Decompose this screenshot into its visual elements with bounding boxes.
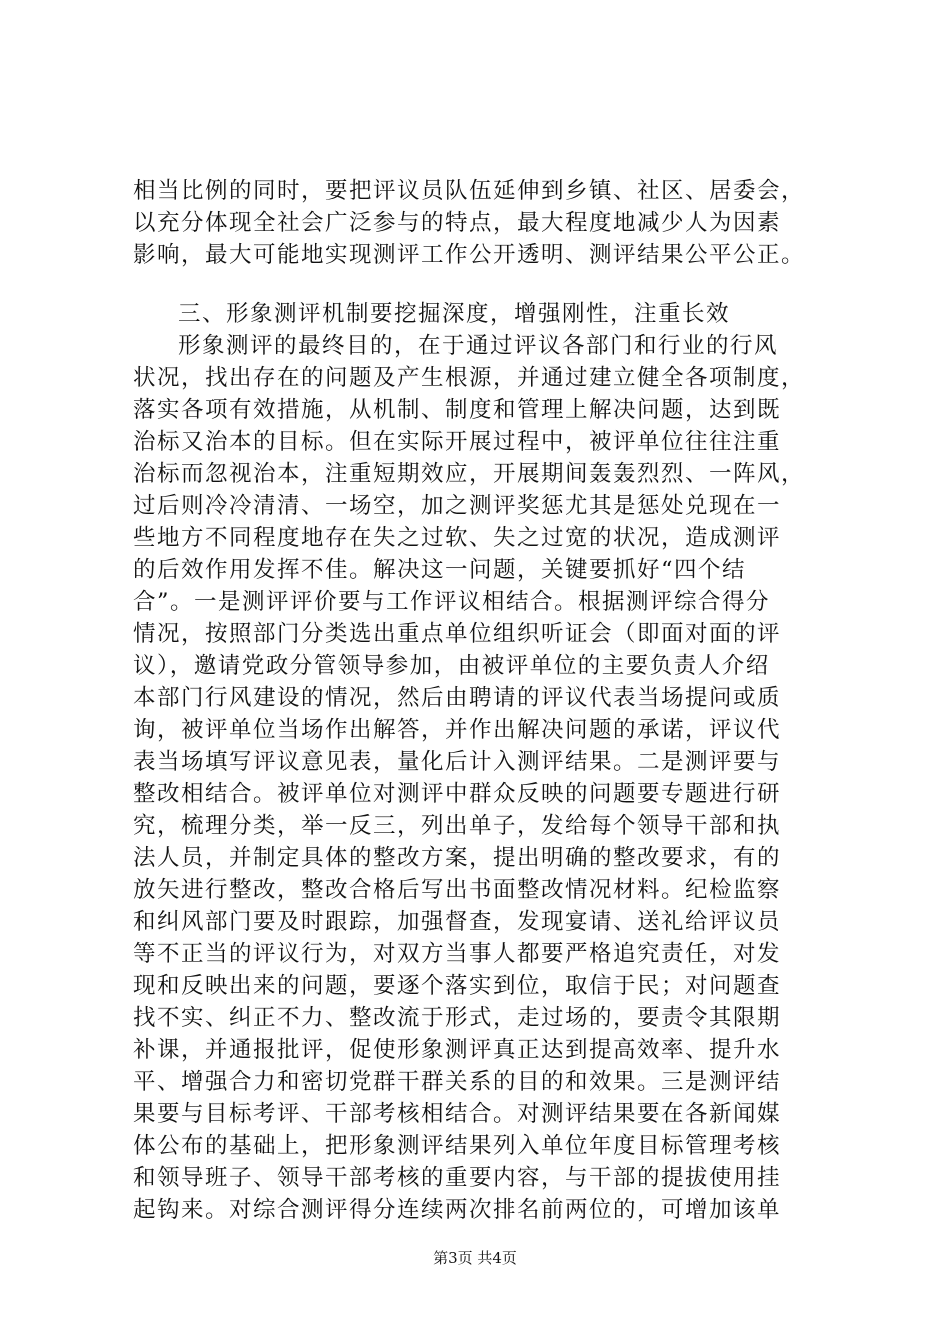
body-text-line: 相当比例的同时，要把评议员队伍延伸到乡镇、社区、居委会， — [133, 178, 806, 204]
body-text-line: 补课，并通报批评，促使形象测评真正达到提高效率、提升水 — [133, 1037, 782, 1063]
body-text-line: 和纠风部门要及时跟踪，加强督查，发现宴请、送礼给评议员 — [133, 909, 782, 935]
body-text-line: 找不实、纠正不力、整改流于形式，走过场的，要责令其限期 — [133, 1005, 782, 1031]
body-text-line: 过后则冷冷清清、一场空，加之测评奖惩尤其是惩处兑现在一 — [133, 493, 782, 519]
body-text-line: 究，梳理分类，举一反三，列出单子，发给每个领导干部和执 — [133, 813, 782, 839]
body-text-line: 果要与目标考评、干部考核相结合。对测评结果要在各新闻媒 — [133, 1101, 782, 1127]
section-heading: 三、形象测评机制要挖掘深度，增强刚性，注重长效 — [178, 301, 731, 327]
body-text-line: 平、增强合力和密切党群干群关系的目的和效果。三是测评结 — [133, 1069, 782, 1095]
body-text-line: 议），邀请党政分管领导参加，由被评单位的主要负责人介绍 — [133, 653, 770, 679]
body-text-line: 和领导班子、领导干部考核的重要内容，与干部的提拔使用挂 — [133, 1165, 782, 1191]
body-text-line: 整改相结合。被评单位对测评中群众反映的问题要专题进行研 — [133, 781, 782, 807]
body-text-line: 些地方不同程度地存在失之过软、失之过宽的状况，造成测评 — [133, 525, 782, 551]
body-text-line: 现和反映出来的问题，要逐个落实到位，取信于民；对问题查 — [133, 973, 782, 999]
body-text-line: 落实各项有效措施，从机制、制度和管理上解决问题，达到既 — [133, 397, 782, 423]
body-text-line: 等不正当的评议行为，对双方当事人都要严格追究责任，对发 — [133, 941, 782, 967]
body-text-line: 影响，最大可能地实现测评工作公开透明、测评结果公平公正。 — [133, 242, 806, 268]
page-footer: 第3页 共4页 — [433, 1249, 517, 1267]
body-text-line: 情况，按照部门分类选出重点单位组织听证会（即面对面的评 — [133, 621, 782, 647]
body-text-line: 以充分体现全社会广泛参与的特点，最大程度地减少人为因素 — [133, 210, 782, 236]
body-text-line: 合”。一是测评评价要与工作评议相结合。根据测评综合得分 — [133, 589, 771, 615]
body-text-line: 表当场填写评议意见表，量化后计入测评结果。二是测评要与 — [133, 749, 782, 775]
body-text-line: 法人员，并制定具体的整改方案，提出明确的整改要求，有的 — [133, 845, 782, 871]
paragraph-first-line: 形象测评的最终目的，在于通过评议各部门和行业的行风 — [178, 333, 779, 359]
body-text-line: 治标又治本的目标。但在实际开展过程中，被评单位往往注重 — [133, 429, 782, 455]
body-text-line: 放矢进行整改，整改合格后写出书面整改情况材料。纪检监察 — [133, 877, 782, 903]
body-text-line: 体公布的基础上，把形象测评结果列入单位年度目标管理考核 — [133, 1133, 782, 1159]
body-text-line: 起钩来。对综合测评得分连续两次排名前两位的，可增加该单 — [133, 1197, 782, 1223]
body-text-line: 本部门行风建设的情况，然后由聘请的评议代表当场提问或质 — [133, 685, 782, 711]
body-text-line: 状况，找出存在的问题及产生根源，并通过建立健全各项制度， — [133, 365, 806, 391]
body-text-line: 询，被评单位当场作出解答，并作出解决问题的承诺，评议代 — [133, 717, 782, 743]
body-text-line: 治标而忽视治本，注重短期效应，开展期间轰轰烈烈、一阵风， — [133, 461, 806, 487]
body-text-line: 的后效作用发挥不佳。解决这一问题，关键要抓好“四个结 — [133, 557, 747, 583]
